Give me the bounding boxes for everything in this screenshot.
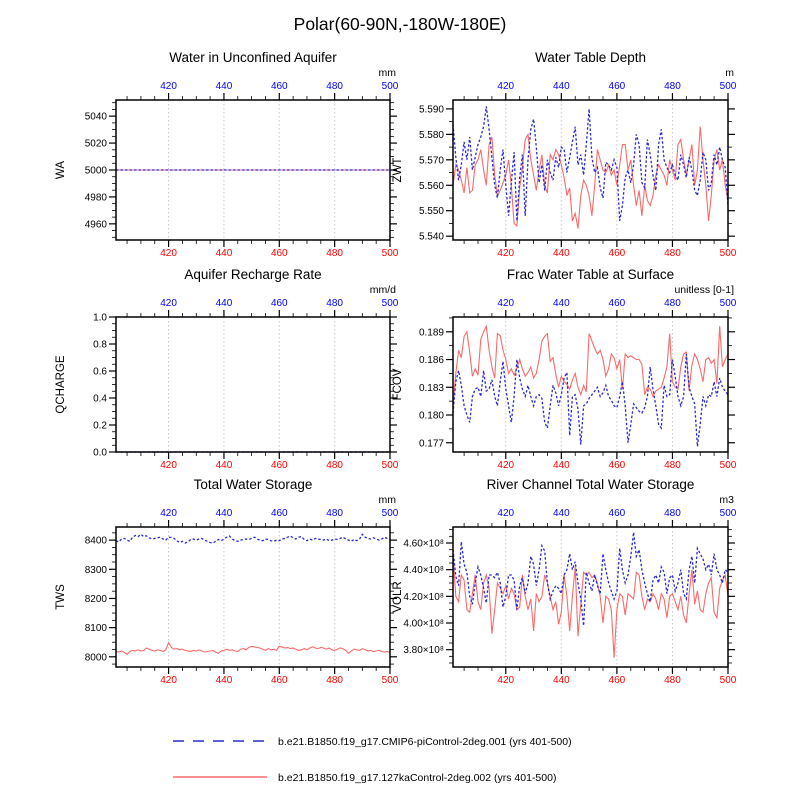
x-tick-label-top: 500 (381, 298, 399, 309)
y-tick-label: 5000 (84, 165, 107, 177)
y-tick-label: 0.6 (93, 366, 107, 378)
x-tick-label-bottom: 500 (381, 675, 399, 686)
panel-unit-label: mm (378, 494, 396, 506)
panel-title: Total Water Storage (193, 477, 313, 492)
x-tick-label-bottom: 440 (215, 248, 233, 259)
x-tick-label-top: 500 (719, 81, 737, 92)
plot-frame (116, 527, 390, 667)
x-tick-label-bottom: 500 (719, 460, 737, 471)
series-line-piControl (453, 354, 728, 447)
x-tick-label-bottom: 440 (552, 248, 570, 259)
y-tick-label: 0.183 (418, 382, 444, 394)
x-tick-label-top: 420 (160, 81, 177, 92)
x-tick-label-top: 440 (552, 508, 570, 519)
y-tick-label: 5.540 (418, 231, 444, 243)
y-tick-label: 0.8 (93, 339, 107, 351)
x-tick-label-top: 460 (608, 298, 626, 309)
panel-fcov (392, 267, 737, 471)
x-tick-label-bottom: 460 (608, 675, 626, 686)
x-tick-label-top: 420 (160, 298, 177, 309)
x-tick-label-top: 420 (497, 81, 515, 92)
x-tick-label-top: 500 (381, 508, 399, 519)
panel-unit-label: m3 (719, 494, 734, 506)
series-line-127kaControl (453, 554, 728, 658)
y-tick-label: 8200 (84, 593, 107, 605)
panel-qcharge (55, 267, 399, 471)
x-tick-label-bottom: 500 (381, 248, 399, 259)
panel-zwt (392, 50, 737, 259)
panel-title: Water in Unconfined Aquifer (169, 50, 337, 65)
x-tick-label-top: 460 (270, 508, 288, 519)
y-tick-label: 5.570 (418, 155, 444, 167)
x-tick-label-bottom: 500 (719, 675, 737, 686)
x-tick-label-top: 480 (326, 298, 343, 309)
x-tick-label-top: 480 (664, 298, 681, 309)
x-tick-label-top: 420 (497, 298, 515, 309)
y-tick-label: 3.80×10⁸ (403, 645, 444, 657)
x-tick-label-bottom: 440 (552, 675, 570, 686)
x-tick-label-bottom: 480 (326, 460, 343, 471)
x-tick-label-bottom: 440 (215, 460, 233, 471)
y-tick-label: 4960 (84, 219, 107, 231)
panel-wa (55, 50, 399, 259)
y-tick-label: 4.40×10⁸ (403, 565, 444, 577)
panel-unit-label: m (725, 67, 734, 79)
panel-title: Water Table Depth (534, 50, 647, 65)
x-tick-label-bottom: 480 (326, 248, 343, 259)
y-tick-label: 5.580 (418, 129, 444, 141)
y-tick-label: 4.20×10⁸ (403, 591, 444, 603)
y-tick-label: 8100 (84, 623, 107, 635)
panel-tws (55, 477, 399, 686)
x-tick-label-bottom: 480 (326, 675, 343, 686)
y-tick-label: 0.4 (93, 393, 107, 405)
x-tick-label-bottom: 460 (608, 460, 626, 471)
y-axis-label: VOLR (392, 581, 404, 613)
x-tick-label-bottom: 460 (270, 460, 288, 471)
panel-unit-label: unitless [0-1] (674, 284, 734, 296)
x-tick-label-bottom: 420 (160, 675, 177, 686)
y-tick-label: 5.560 (418, 180, 444, 192)
panel-title: River Channel Total Water Storage (486, 477, 695, 492)
x-tick-label-bottom: 440 (552, 460, 570, 471)
panel-title: Frac Water Table at Surface (506, 267, 675, 282)
x-tick-label-top: 480 (326, 81, 343, 92)
panel-title: Aquifer Recharge Rate (184, 267, 322, 282)
y-tick-label: 5040 (84, 111, 107, 123)
y-tick-label: 8400 (84, 535, 107, 547)
x-tick-label-top: 440 (552, 81, 570, 92)
legend (173, 736, 572, 784)
y-tick-label: 0.189 (418, 327, 444, 339)
x-tick-label-top: 440 (552, 298, 570, 309)
plot-frame (116, 317, 390, 452)
y-tick-label: 4.60×10⁸ (403, 538, 444, 550)
y-tick-label: 0.180 (418, 410, 444, 422)
x-tick-label-top: 500 (381, 81, 399, 92)
x-tick-label-top: 460 (270, 81, 288, 92)
x-tick-label-top: 440 (215, 298, 233, 309)
x-tick-label-bottom: 440 (215, 675, 233, 686)
y-tick-label: 5.550 (418, 206, 444, 218)
y-tick-label: 0.0 (93, 447, 107, 459)
y-axis-label: WA (55, 160, 67, 180)
y-tick-label: 1.0 (93, 312, 107, 324)
x-tick-label-bottom: 420 (160, 248, 177, 259)
x-tick-label-bottom: 420 (160, 460, 177, 471)
x-tick-label-bottom: 420 (497, 460, 515, 471)
series-line-127kaControl (116, 643, 390, 655)
x-tick-label-top: 440 (215, 81, 233, 92)
x-tick-label-bottom: 420 (497, 675, 515, 686)
series-line-piControl (116, 534, 390, 543)
legend-label-piControl: b.e21.B1850.f19_g17.CMIP6-piControl-2deg.001 (yrs 401-500) (278, 736, 572, 748)
y-tick-label: 8000 (84, 652, 107, 664)
x-tick-label-top: 480 (326, 508, 343, 519)
x-tick-label-top: 480 (664, 508, 681, 519)
x-tick-label-top: 500 (719, 508, 737, 519)
x-tick-label-bottom: 480 (664, 248, 681, 259)
x-tick-label-top: 460 (608, 508, 626, 519)
y-tick-label: 0.2 (93, 420, 107, 432)
x-tick-label-top: 440 (215, 508, 233, 519)
x-tick-label-top: 460 (270, 298, 288, 309)
x-tick-label-top: 460 (608, 81, 626, 92)
x-tick-label-bottom: 500 (381, 460, 399, 471)
x-tick-label-bottom: 420 (497, 248, 515, 259)
panel-unit-label: mm (378, 67, 396, 79)
x-tick-label-bottom: 480 (664, 675, 681, 686)
legend-label-127kaControl: b.e21.B1850.f19_g17.127kaControl-2deg.002 (yrs 401-500) (278, 772, 557, 784)
y-tick-label: 4.00×10⁸ (403, 618, 444, 630)
x-tick-label-bottom: 460 (270, 675, 288, 686)
x-tick-label-top: 480 (664, 81, 681, 92)
x-tick-label-top: 420 (497, 508, 515, 519)
x-tick-label-top: 500 (719, 298, 737, 309)
x-tick-label-bottom: 480 (664, 460, 681, 471)
main-title: Polar(60-90N,-180W-180E) (293, 14, 507, 34)
y-tick-label: 5.590 (418, 104, 444, 116)
panel-unit-label: mm/d (369, 284, 396, 296)
y-axis-label: FCOV (392, 368, 404, 401)
y-tick-label: 4980 (84, 192, 107, 204)
y-tick-label: 5020 (84, 138, 107, 150)
panel-volr (392, 477, 737, 686)
x-tick-label-bottom: 460 (270, 248, 288, 259)
y-axis-label: TWS (55, 584, 67, 610)
y-axis-label: ZWT (392, 157, 404, 183)
x-tick-label-bottom: 500 (719, 248, 737, 259)
y-tick-label: 8300 (84, 564, 107, 576)
y-tick-label: 0.186 (418, 355, 444, 367)
y-tick-label: 0.177 (418, 438, 444, 450)
x-tick-label-bottom: 460 (608, 248, 626, 259)
x-tick-label-top: 420 (160, 508, 177, 519)
y-axis-label: QCHARGE (55, 355, 67, 414)
